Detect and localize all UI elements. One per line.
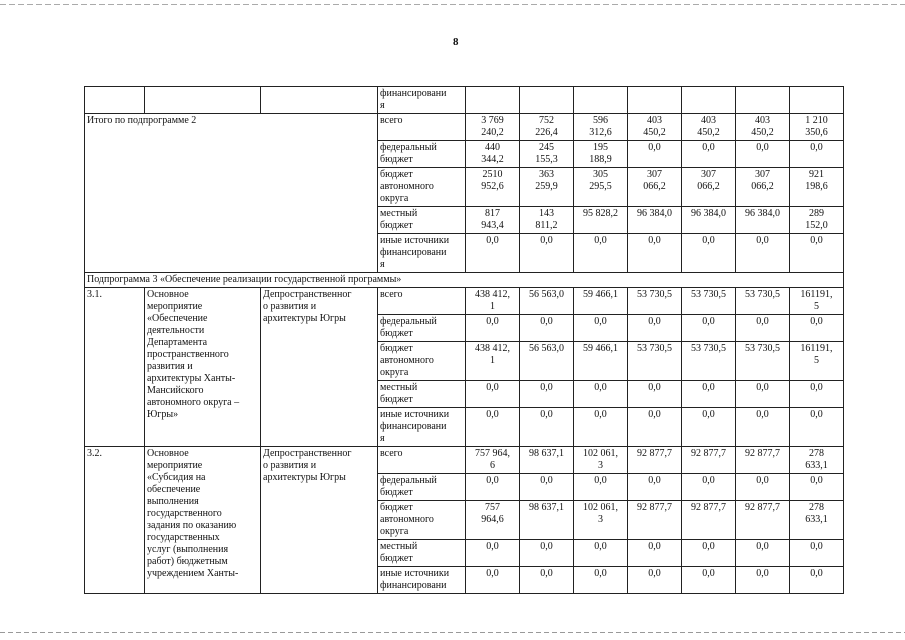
value-cell: 757 964,6 [466, 501, 520, 540]
scan-bottom-edge [0, 632, 905, 633]
value-cell: 0,0 [574, 234, 628, 273]
value-cell: 98 637,1 [520, 447, 574, 474]
source-cell: бюджет автономного округа [378, 342, 466, 381]
value-cell: 289 152,0 [790, 207, 844, 234]
source-cell: местный бюджет [378, 207, 466, 234]
value-cell: 0,0 [466, 234, 520, 273]
value-cell: 0,0 [736, 141, 790, 168]
source-cell: федеральный бюджет [378, 474, 466, 501]
value-cell: 0,0 [574, 315, 628, 342]
value-cell: 752 226,4 [520, 114, 574, 141]
source-cell: иные источники финансировани я [378, 234, 466, 273]
value-cell: 438 412, 1 [466, 288, 520, 315]
value-cell: 0,0 [628, 567, 682, 594]
activity-name: Основное мероприятие «Обеспечение деятельности Департамента пространственного развития и архитектуры Ханты- Мансийского автономного округа – Югры» [145, 288, 261, 447]
value-cell: 59 466,1 [574, 342, 628, 381]
value-cell: 0,0 [736, 408, 790, 447]
value-cell: 0,0 [790, 567, 844, 594]
table-cell [85, 87, 145, 114]
value-cell: 0,0 [790, 540, 844, 567]
value-cell: 403 450,2 [682, 114, 736, 141]
value-cell: 0,0 [574, 567, 628, 594]
value-cell: 596 312,6 [574, 114, 628, 141]
value-cell: 0,0 [790, 141, 844, 168]
value-cell: 0,0 [466, 408, 520, 447]
source-cell: финансировани я [378, 87, 466, 114]
value-cell: 2510 952,6 [466, 168, 520, 207]
value-cell: 102 061, 3 [574, 447, 628, 474]
value-cell: 96 384,0 [682, 207, 736, 234]
value-cell: 305 295,5 [574, 168, 628, 207]
value-cell: 817 943,4 [466, 207, 520, 234]
value-cell: 0,0 [682, 474, 736, 501]
budget-table [84, 86, 844, 594]
value-cell: 278 633,1 [790, 501, 844, 540]
executor-name: Депространственног о развития и архитектуры Югры [261, 288, 378, 447]
value-cell: 56 563,0 [520, 342, 574, 381]
table-row [85, 273, 844, 288]
table-row [85, 288, 844, 315]
value-cell: 0,0 [466, 381, 520, 408]
value-cell: 161191, 5 [790, 288, 844, 315]
table-cell [628, 87, 682, 114]
value-cell: 403 450,2 [628, 114, 682, 141]
value-cell: 0,0 [520, 408, 574, 447]
value-cell: 0,0 [628, 315, 682, 342]
value-cell: 0,0 [736, 234, 790, 273]
value-cell: 0,0 [790, 315, 844, 342]
value-cell: 0,0 [574, 408, 628, 447]
source-cell: иные источники финансировани я [378, 408, 466, 447]
value-cell: 921 198,6 [790, 168, 844, 207]
table-row [85, 447, 844, 474]
value-cell: 53 730,5 [682, 342, 736, 381]
source-cell: местный бюджет [378, 381, 466, 408]
value-cell: 245 155,3 [520, 141, 574, 168]
value-cell: 0,0 [682, 540, 736, 567]
value-cell: 0,0 [520, 540, 574, 567]
value-cell: 143 811,2 [520, 207, 574, 234]
value-cell: 59 466,1 [574, 288, 628, 315]
value-cell: 92 877,7 [628, 501, 682, 540]
value-cell: 0,0 [628, 234, 682, 273]
value-cell: 0,0 [574, 381, 628, 408]
value-cell: 0,0 [466, 315, 520, 342]
table-row [85, 114, 844, 141]
value-cell: 53 730,5 [628, 342, 682, 381]
value-cell: 0,0 [574, 474, 628, 501]
value-cell: 0,0 [520, 315, 574, 342]
value-cell: 0,0 [628, 540, 682, 567]
activity-name: Основное мероприятие «Субсидия на обеспечение выполнения государственного задания по оказанию государственных услуг (выполнения работ) бюджетным учреждением Ханты- [145, 447, 261, 594]
value-cell: 95 828,2 [574, 207, 628, 234]
value-cell: 0,0 [520, 474, 574, 501]
source-cell: федеральный бюджет [378, 315, 466, 342]
value-cell: 0,0 [574, 540, 628, 567]
source-cell: всего [378, 288, 466, 315]
value-cell: 757 964, 6 [466, 447, 520, 474]
value-cell: 0,0 [736, 567, 790, 594]
executor-name: Депространственног о развития и архитектуры Югры [261, 447, 378, 594]
value-cell: 161191, 5 [790, 342, 844, 381]
source-cell: всего [378, 114, 466, 141]
value-cell: 0,0 [682, 567, 736, 594]
value-cell: 0,0 [682, 381, 736, 408]
value-cell: 92 877,7 [682, 447, 736, 474]
table-cell [466, 87, 520, 114]
value-cell: 0,0 [682, 315, 736, 342]
value-cell: 96 384,0 [628, 207, 682, 234]
source-cell: федеральный бюджет [378, 141, 466, 168]
source-cell: бюджет автономного округа [378, 501, 466, 540]
value-cell: 438 412, 1 [466, 342, 520, 381]
value-cell: 363 259,9 [520, 168, 574, 207]
value-cell: 1 210 350,6 [790, 114, 844, 141]
activity-number: 3.2. [85, 447, 145, 594]
value-cell: 307 066,2 [682, 168, 736, 207]
value-cell: 0,0 [736, 381, 790, 408]
value-cell: 0,0 [790, 234, 844, 273]
table-row [85, 87, 844, 114]
value-cell: 0,0 [520, 234, 574, 273]
table-cell [520, 87, 574, 114]
value-cell: 440 344,2 [466, 141, 520, 168]
value-cell: 92 877,7 [736, 447, 790, 474]
source-cell: иные источники финансировани [378, 567, 466, 594]
subprogram-total-label: Итого по подпрограмме 2 [85, 114, 378, 273]
value-cell: 53 730,5 [736, 342, 790, 381]
value-cell: 307 066,2 [628, 168, 682, 207]
table-cell [790, 87, 844, 114]
value-cell: 0,0 [520, 567, 574, 594]
value-cell: 0,0 [628, 381, 682, 408]
value-cell: 0,0 [736, 474, 790, 501]
table-cell [736, 87, 790, 114]
value-cell: 53 730,5 [628, 288, 682, 315]
source-cell: всего [378, 447, 466, 474]
value-cell: 0,0 [466, 540, 520, 567]
value-cell: 0,0 [466, 567, 520, 594]
source-cell: бюджет автономного округа [378, 168, 466, 207]
value-cell: 0,0 [520, 381, 574, 408]
value-cell: 56 563,0 [520, 288, 574, 315]
value-cell: 0,0 [736, 540, 790, 567]
value-cell: 92 877,7 [736, 501, 790, 540]
value-cell: 278 633,1 [790, 447, 844, 474]
value-cell: 53 730,5 [682, 288, 736, 315]
value-cell: 0,0 [682, 141, 736, 168]
table-cell [145, 87, 261, 114]
value-cell: 0,0 [736, 315, 790, 342]
value-cell: 0,0 [682, 234, 736, 273]
value-cell: 0,0 [790, 381, 844, 408]
scan-top-edge [0, 4, 905, 5]
value-cell: 0,0 [628, 141, 682, 168]
activity-number: 3.1. [85, 288, 145, 447]
value-cell: 0,0 [682, 408, 736, 447]
page-number: 8 [453, 36, 459, 48]
value-cell: 102 061, 3 [574, 501, 628, 540]
subprogram-heading: Подпрограмма 3 «Обеспечение реализации государственной программы» [85, 273, 844, 288]
value-cell: 92 877,7 [628, 447, 682, 474]
table-cell [682, 87, 736, 114]
value-cell: 96 384,0 [736, 207, 790, 234]
value-cell: 0,0 [628, 474, 682, 501]
value-cell: 92 877,7 [682, 501, 736, 540]
value-cell: 307 066,2 [736, 168, 790, 207]
table-cell [261, 87, 378, 114]
value-cell: 3 769 240,2 [466, 114, 520, 141]
value-cell: 0,0 [790, 408, 844, 447]
value-cell: 0,0 [790, 474, 844, 501]
value-cell: 0,0 [628, 408, 682, 447]
source-cell: местный бюджет [378, 540, 466, 567]
value-cell: 195 188,9 [574, 141, 628, 168]
value-cell: 403 450,2 [736, 114, 790, 141]
value-cell: 0,0 [466, 474, 520, 501]
value-cell: 53 730,5 [736, 288, 790, 315]
table-cell [574, 87, 628, 114]
value-cell: 98 637,1 [520, 501, 574, 540]
